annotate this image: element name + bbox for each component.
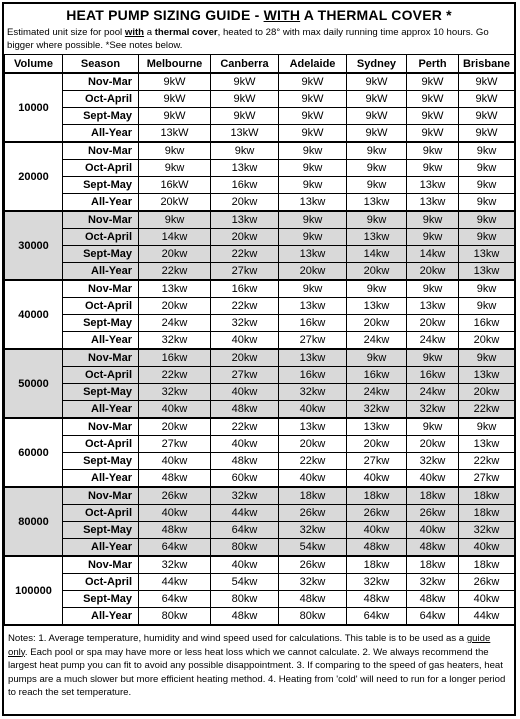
season-cell: Nov-Mar — [63, 142, 139, 160]
season-cell: All-Year — [63, 608, 139, 626]
season-cell: Oct-April — [63, 436, 139, 453]
value-cell: 9kW — [211, 73, 279, 91]
value-cell: 32kw — [459, 522, 515, 539]
value-cell: 20kw — [139, 246, 211, 263]
value-cell: 9kw — [407, 142, 459, 160]
value-cell: 9kw — [459, 349, 515, 367]
value-cell: 40kw — [211, 556, 279, 574]
intro-text — [4, 26, 514, 54]
value-cell: 20kw — [347, 315, 407, 332]
value-cell: 9kw — [407, 160, 459, 177]
title-prefix: HEAT PUMP SIZING GUIDE - — [66, 7, 264, 23]
value-cell: 32kw — [139, 332, 211, 350]
notes-part3: . Each pool or spa may have more or less heat loss which we cannot calculate. 2. We always recommend the largest heat pump you can fit to avoid any possible disappointment. 3. If comparing to the speed of gas heaters, heat pumps are a much slower but more efficient heating method. 4. Heating from 'cold' will need to run for a longer period to reach the set temperature. — [8, 646, 506, 698]
value-cell: 13kw — [459, 263, 515, 281]
value-cell: 48kw — [347, 539, 407, 557]
intro-with: with — [124, 27, 145, 38]
value-cell: 32kw — [407, 401, 459, 419]
table-row — [5, 263, 515, 281]
season-cell: All-Year — [63, 194, 139, 212]
page-title — [4, 4, 514, 26]
value-cell: 9kw — [407, 229, 459, 246]
intro-part3: a — [144, 27, 155, 38]
value-cell: 32kw — [211, 315, 279, 332]
intro-part1: Estimated unit size for pool — [7, 27, 125, 38]
value-cell: 13kw — [279, 418, 347, 436]
value-cell: 22kw — [139, 367, 211, 384]
value-cell: 9kW — [407, 125, 459, 143]
value-cell: 9kw — [347, 160, 407, 177]
value-cell: 9kW — [347, 108, 407, 125]
volume-cell: 80000 — [5, 487, 63, 556]
table-row — [5, 142, 515, 160]
value-cell: 9kW — [279, 125, 347, 143]
column-header-adelaide: Adelaide — [279, 55, 347, 74]
season-cell: Oct-April — [63, 91, 139, 108]
value-cell: 9kW — [211, 108, 279, 125]
table-row — [5, 608, 515, 626]
value-cell: 26kw — [459, 574, 515, 591]
volume-cell: 30000 — [5, 211, 63, 280]
value-cell: 20kw — [211, 349, 279, 367]
value-cell: 9kW — [407, 73, 459, 91]
season-cell: All-Year — [63, 125, 139, 143]
value-cell: 9kw — [347, 177, 407, 194]
value-cell: 9kw — [139, 142, 211, 160]
value-cell: 32kw — [139, 384, 211, 401]
value-cell: 18kw — [347, 487, 407, 505]
value-cell: 18kw — [459, 505, 515, 522]
value-cell: 27kw — [211, 367, 279, 384]
value-cell: 9kw — [139, 160, 211, 177]
value-cell: 48kw — [139, 470, 211, 488]
value-cell: 9kw — [279, 280, 347, 298]
column-header-season: Season — [63, 55, 139, 74]
value-cell: 27kw — [347, 453, 407, 470]
notes — [4, 626, 514, 700]
value-cell: 14kw — [347, 246, 407, 263]
value-cell: 24kw — [347, 332, 407, 350]
value-cell: 26kw — [279, 505, 347, 522]
value-cell: 9kw — [279, 211, 347, 229]
value-cell: 48kw — [407, 539, 459, 557]
value-cell: 60kw — [211, 470, 279, 488]
value-cell: 13kw — [347, 229, 407, 246]
value-cell: 44kw — [211, 505, 279, 522]
value-cell: 20kw — [347, 263, 407, 281]
value-cell: 40kw — [407, 470, 459, 488]
value-cell: 40kw — [279, 470, 347, 488]
season-cell: All-Year — [63, 470, 139, 488]
table-row — [5, 539, 515, 557]
value-cell: 9kw — [459, 229, 515, 246]
value-cell: 18kw — [347, 556, 407, 574]
table-row — [5, 522, 515, 539]
value-cell: 16kw — [279, 367, 347, 384]
volume-cell: 10000 — [5, 73, 63, 142]
value-cell: 48kw — [279, 591, 347, 608]
value-cell: 13kw — [347, 418, 407, 436]
season-cell: Oct-April — [63, 229, 139, 246]
value-cell: 13kW — [139, 125, 211, 143]
value-cell: 64kw — [139, 591, 211, 608]
value-cell: 13kw — [279, 298, 347, 315]
value-cell: 40kw — [139, 401, 211, 419]
value-cell: 13kW — [211, 125, 279, 143]
season-cell: Sept-May — [63, 177, 139, 194]
value-cell: 9kw — [407, 418, 459, 436]
intro-part5: , heated to 28° with max daily running time approx 10 hours. Go bigger where possible. *See notes below. — [7, 27, 489, 51]
value-cell: 13kw — [279, 349, 347, 367]
value-cell: 20kw — [459, 332, 515, 350]
value-cell: 20kw — [407, 315, 459, 332]
value-cell: 13kw — [459, 367, 515, 384]
value-cell: 54kw — [211, 574, 279, 591]
season-cell: Sept-May — [63, 384, 139, 401]
season-cell: Oct-April — [63, 367, 139, 384]
table-row — [5, 280, 515, 298]
season-cell: Nov-Mar — [63, 73, 139, 91]
season-cell: Oct-April — [63, 574, 139, 591]
value-cell: 18kw — [407, 487, 459, 505]
value-cell: 80kw — [211, 591, 279, 608]
value-cell: 13kw — [459, 246, 515, 263]
value-cell: 22kw — [211, 418, 279, 436]
value-cell: 22kw — [211, 298, 279, 315]
table-row — [5, 108, 515, 125]
value-cell: 22kw — [139, 263, 211, 281]
season-cell: Sept-May — [63, 108, 139, 125]
season-cell: Sept-May — [63, 315, 139, 332]
table-header-row — [5, 55, 515, 74]
value-cell: 16kw — [459, 315, 515, 332]
value-cell: 27kw — [279, 332, 347, 350]
value-cell: 40kw — [407, 522, 459, 539]
volume-cell: 100000 — [5, 556, 63, 625]
notes-part1: Notes: 1. Average temperature, humidity and wind speed used for calculations. This table is to be used as a — [8, 633, 467, 644]
value-cell: 22kw — [211, 246, 279, 263]
value-cell: 16kw — [211, 280, 279, 298]
table-row — [5, 418, 515, 436]
value-cell: 32kw — [279, 384, 347, 401]
table-row — [5, 211, 515, 229]
value-cell: 9kw — [407, 280, 459, 298]
value-cell: 80kw — [139, 608, 211, 626]
value-cell: 27kw — [211, 263, 279, 281]
table-row — [5, 401, 515, 419]
value-cell: 24kw — [407, 384, 459, 401]
season-cell: Nov-Mar — [63, 418, 139, 436]
sizing-table — [4, 54, 515, 626]
value-cell: 9kw — [407, 211, 459, 229]
value-cell: 16kw — [279, 315, 347, 332]
value-cell: 9kW — [459, 73, 515, 91]
value-cell: 9kW — [347, 91, 407, 108]
table-row — [5, 505, 515, 522]
value-cell: 48kw — [211, 453, 279, 470]
value-cell: 9kw — [279, 142, 347, 160]
column-header-perth: Perth — [407, 55, 459, 74]
value-cell: 27kw — [139, 436, 211, 453]
value-cell: 13kw — [211, 160, 279, 177]
season-cell: Nov-Mar — [63, 487, 139, 505]
value-cell: 40kw — [139, 453, 211, 470]
value-cell: 20kw — [211, 194, 279, 212]
value-cell: 32kw — [211, 487, 279, 505]
value-cell: 9kW — [459, 125, 515, 143]
value-cell: 27kw — [459, 470, 515, 488]
season-cell: Nov-Mar — [63, 211, 139, 229]
table-row — [5, 298, 515, 315]
value-cell: 13kw — [347, 194, 407, 212]
table-row — [5, 453, 515, 470]
table-row — [5, 125, 515, 143]
value-cell: 26kw — [407, 505, 459, 522]
value-cell: 40kw — [459, 539, 515, 557]
value-cell: 9kW — [407, 91, 459, 108]
value-cell: 54kw — [279, 539, 347, 557]
value-cell: 40kw — [347, 522, 407, 539]
value-cell: 13kw — [139, 280, 211, 298]
value-cell: 40kw — [279, 401, 347, 419]
value-cell: 9kW — [407, 108, 459, 125]
value-cell: 48kw — [347, 591, 407, 608]
volume-cell: 50000 — [5, 349, 63, 418]
volume-cell: 20000 — [5, 142, 63, 211]
value-cell: 64kw — [407, 608, 459, 626]
season-cell: Sept-May — [63, 453, 139, 470]
value-cell: 9kw — [407, 349, 459, 367]
value-cell: 64kw — [139, 539, 211, 557]
value-cell: 32kw — [407, 453, 459, 470]
value-cell: 13kw — [407, 194, 459, 212]
value-cell: 48kw — [211, 608, 279, 626]
table-row — [5, 470, 515, 488]
notes-guide-only: guide only — [8, 633, 491, 658]
value-cell: 9kW — [279, 73, 347, 91]
value-cell: 13kw — [211, 211, 279, 229]
value-cell: 16kw — [347, 367, 407, 384]
value-cell: 9kw — [459, 194, 515, 212]
value-cell: 18kw — [459, 556, 515, 574]
value-cell: 20kW — [139, 194, 211, 212]
season-cell: All-Year — [63, 539, 139, 557]
title-suffix: A THERMAL COVER * — [300, 7, 452, 23]
season-cell: Sept-May — [63, 522, 139, 539]
value-cell: 48kw — [139, 522, 211, 539]
value-cell: 20kw — [407, 263, 459, 281]
value-cell: 13kw — [407, 298, 459, 315]
value-cell: 26kw — [347, 505, 407, 522]
table-row — [5, 91, 515, 108]
season-cell: Sept-May — [63, 591, 139, 608]
value-cell: 32kw — [347, 574, 407, 591]
title-emphasis: WITH — [263, 7, 301, 23]
table-row — [5, 574, 515, 591]
value-cell: 13kw — [459, 436, 515, 453]
value-cell: 9kW — [459, 108, 515, 125]
value-cell: 44kw — [459, 608, 515, 626]
value-cell: 9kw — [459, 418, 515, 436]
value-cell: 32kw — [347, 401, 407, 419]
value-cell: 9kW — [211, 91, 279, 108]
value-cell: 9kw — [347, 211, 407, 229]
value-cell: 24kw — [139, 315, 211, 332]
value-cell: 9kw — [347, 142, 407, 160]
column-header-canberra: Canberra — [211, 55, 279, 74]
value-cell: 9kW — [347, 125, 407, 143]
column-header-sydney: Sydney — [347, 55, 407, 74]
value-cell: 16kW — [139, 177, 211, 194]
table-row — [5, 591, 515, 608]
value-cell: 13kw — [347, 298, 407, 315]
value-cell: 24kw — [407, 332, 459, 350]
value-cell: 22kw — [459, 453, 515, 470]
value-cell: 13kw — [279, 246, 347, 263]
volume-cell: 40000 — [5, 280, 63, 349]
value-cell: 24kw — [347, 384, 407, 401]
intro-thermal-cover: thermal cover — [154, 27, 218, 38]
value-cell: 22kw — [279, 453, 347, 470]
season-cell: All-Year — [63, 332, 139, 350]
value-cell: 9kW — [139, 108, 211, 125]
value-cell: 40kw — [211, 332, 279, 350]
value-cell: 9kW — [279, 108, 347, 125]
value-cell: 20kw — [211, 229, 279, 246]
value-cell: 32kw — [139, 556, 211, 574]
value-cell: 32kw — [279, 522, 347, 539]
table-row — [5, 177, 515, 194]
value-cell: 9kw — [347, 280, 407, 298]
value-cell: 9kw — [279, 177, 347, 194]
value-cell: 40kw — [139, 505, 211, 522]
volume-cell: 60000 — [5, 418, 63, 487]
value-cell: 18kw — [407, 556, 459, 574]
value-cell: 20kw — [347, 436, 407, 453]
value-cell: 14kw — [139, 229, 211, 246]
season-cell: Oct-April — [63, 505, 139, 522]
value-cell: 40kw — [459, 591, 515, 608]
value-cell: 9kw — [279, 229, 347, 246]
table-row — [5, 384, 515, 401]
value-cell: 9kW — [347, 73, 407, 91]
table-row — [5, 332, 515, 350]
season-cell: Sept-May — [63, 246, 139, 263]
table-row — [5, 246, 515, 263]
table-body — [5, 73, 515, 625]
value-cell: 26kw — [139, 487, 211, 505]
sizing-guide-page — [2, 2, 516, 716]
value-cell: 9kw — [279, 160, 347, 177]
value-cell: 40kw — [211, 384, 279, 401]
table-row — [5, 487, 515, 505]
value-cell: 9kw — [347, 349, 407, 367]
table-row — [5, 315, 515, 332]
table-row — [5, 367, 515, 384]
season-cell: Nov-Mar — [63, 280, 139, 298]
value-cell: 9kw — [459, 280, 515, 298]
column-header-volume: Volume — [5, 55, 63, 74]
value-cell: 22kw — [459, 401, 515, 419]
season-cell: Nov-Mar — [63, 556, 139, 574]
season-cell: Oct-April — [63, 160, 139, 177]
column-header-melbourne: Melbourne — [139, 55, 211, 74]
value-cell: 32kw — [279, 574, 347, 591]
value-cell: 16kw — [211, 177, 279, 194]
column-header-brisbane: Brisbane — [459, 55, 515, 74]
value-cell: 9kW — [139, 73, 211, 91]
value-cell: 32kw — [407, 574, 459, 591]
season-cell: All-Year — [63, 263, 139, 281]
table-row — [5, 160, 515, 177]
value-cell: 9kW — [459, 91, 515, 108]
value-cell: 9kw — [139, 211, 211, 229]
value-cell: 9kw — [459, 211, 515, 229]
value-cell: 48kw — [211, 401, 279, 419]
value-cell: 20kw — [407, 436, 459, 453]
value-cell: 9kw — [459, 142, 515, 160]
value-cell: 40kw — [347, 470, 407, 488]
value-cell: 16kw — [139, 349, 211, 367]
table-row — [5, 73, 515, 91]
value-cell: 44kw — [139, 574, 211, 591]
value-cell: 20kw — [139, 418, 211, 436]
value-cell: 9kW — [139, 91, 211, 108]
table-row — [5, 349, 515, 367]
season-cell: All-Year — [63, 401, 139, 419]
value-cell: 20kw — [139, 298, 211, 315]
table-row — [5, 436, 515, 453]
value-cell: 26kw — [279, 556, 347, 574]
value-cell: 80kw — [211, 539, 279, 557]
value-cell: 9kw — [459, 177, 515, 194]
season-cell: Oct-April — [63, 298, 139, 315]
value-cell: 64kw — [347, 608, 407, 626]
value-cell: 48kw — [407, 591, 459, 608]
table-row — [5, 229, 515, 246]
value-cell: 20kw — [279, 436, 347, 453]
value-cell: 13kw — [279, 194, 347, 212]
value-cell: 13kw — [407, 177, 459, 194]
value-cell: 9kw — [211, 142, 279, 160]
value-cell: 40kw — [211, 436, 279, 453]
table-row — [5, 194, 515, 212]
value-cell: 80kw — [279, 608, 347, 626]
season-cell: Nov-Mar — [63, 349, 139, 367]
value-cell: 20kw — [459, 384, 515, 401]
value-cell: 14kw — [407, 246, 459, 263]
value-cell: 9kw — [459, 298, 515, 315]
value-cell: 9kw — [459, 160, 515, 177]
value-cell: 64kw — [211, 522, 279, 539]
value-cell: 16kw — [407, 367, 459, 384]
value-cell: 20kw — [279, 263, 347, 281]
value-cell: 18kw — [279, 487, 347, 505]
value-cell: 9kW — [279, 91, 347, 108]
table-row — [5, 556, 515, 574]
value-cell: 18kw — [459, 487, 515, 505]
